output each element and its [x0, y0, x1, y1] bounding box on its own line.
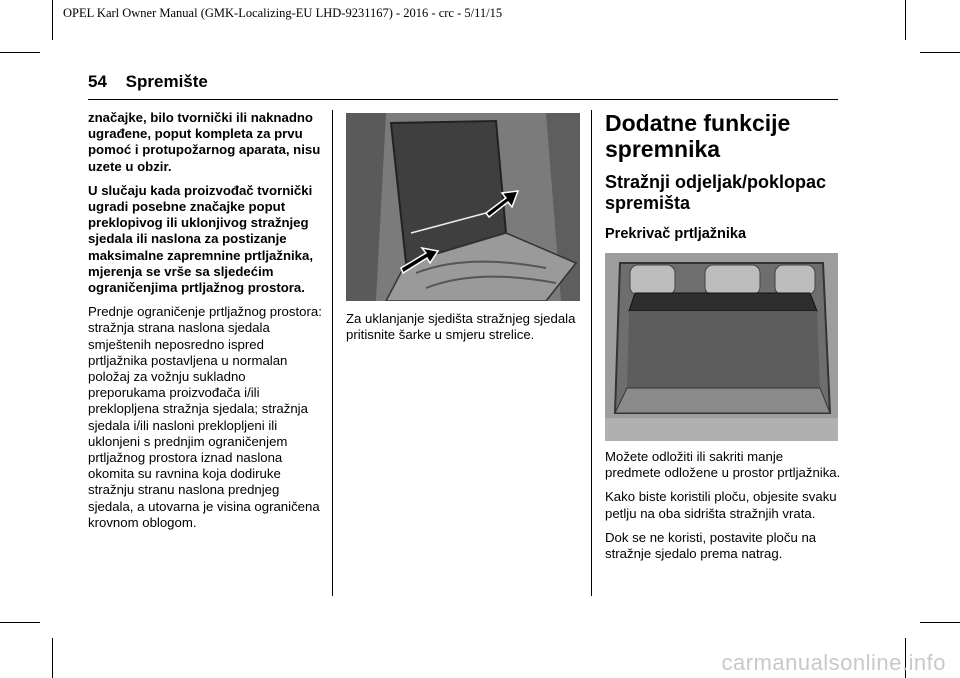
column-1: [88, 110, 322, 539]
page-number: 54: [88, 72, 107, 91]
column-divider: [332, 110, 333, 596]
crop-mark: [0, 52, 40, 53]
crop-mark: [52, 638, 53, 678]
watermark: carmanualsonline.info: [721, 650, 946, 675]
crop-mark: [0, 622, 40, 623]
header-rule: [88, 99, 838, 100]
figure-caption: Za uklanjanje sjedišta stražnjeg sjedala pritisnite šarke u smjeru strelice.: [346, 311, 576, 343]
paragraph: Dok se ne koristi, postavite ploču na stražnje sjedalo prema natrag.: [605, 529, 817, 562]
paragraph: U slučaju kada proizvođač tvornički ugradi posebne značajke poput preklopivog ili uklonjivog stražnjeg sjedala ili naslona za postizanje maksimalne zapremnine prtljažnika, mjerenja se vrše sa sljedećim ograničenjima prtljažnog prostora.: [88, 182, 314, 296]
rear-seat-hinge-illustration: [346, 113, 580, 301]
column-2: [346, 113, 580, 351]
crop-mark: [920, 622, 960, 623]
section-title: Spremište: [125, 72, 208, 91]
document-meta: OPEL Karl Owner Manual (GMK-Localizing-EU LHD-9231167) - 2016 - crc - 5/11/15: [63, 6, 503, 20]
paragraph: značajke, bilo tvornički ili naknadno ugrađene, poput kompleta za prvu pomoć i protupožarnog aparata, nisu uzete u obzir.: [88, 110, 321, 174]
crop-mark: [905, 0, 906, 40]
column-3: [605, 110, 841, 570]
paragraph: Možete odložiti ili sakriti manje predmete odložene u prostor prtljažnika.: [605, 449, 841, 481]
page-header: [88, 72, 208, 92]
luggage-cover-illustration: [605, 253, 838, 441]
section-heading: Dodatne funkcije spremnika: [605, 110, 791, 162]
column-divider: [591, 110, 592, 596]
subsubsection-heading: Prekrivač prtljažnika: [605, 226, 747, 242]
paragraph: Prednje ograničenje prtljažnog prostora: stražnja strana naslona sjedala smještenih neposredno ispred prtljažnika postavljena u normalan položaj za vožnju sukladno preporukama proizvođača i/ili preklopljena stražnja sjedala; stražnja sjedala i/ili nasloni preklopljeni ili uklonjeni s prednjim ograničenjem prtljažnog prostora iznad naslona okomita su ravnina koja dodiruke stražnju stranu naslona prednjeg sjedala, a utovarna je visina ograničena krovnom oblogom.: [88, 304, 322, 530]
crop-mark: [920, 52, 960, 53]
subsection-heading: Stražnji odjeljak/poklopac spremišta: [605, 172, 827, 213]
crop-mark: [52, 0, 53, 40]
paragraph: Kako biste koristili ploču, objesite svaku petlju na oba sidrišta stražnjih vrata.: [605, 489, 837, 521]
